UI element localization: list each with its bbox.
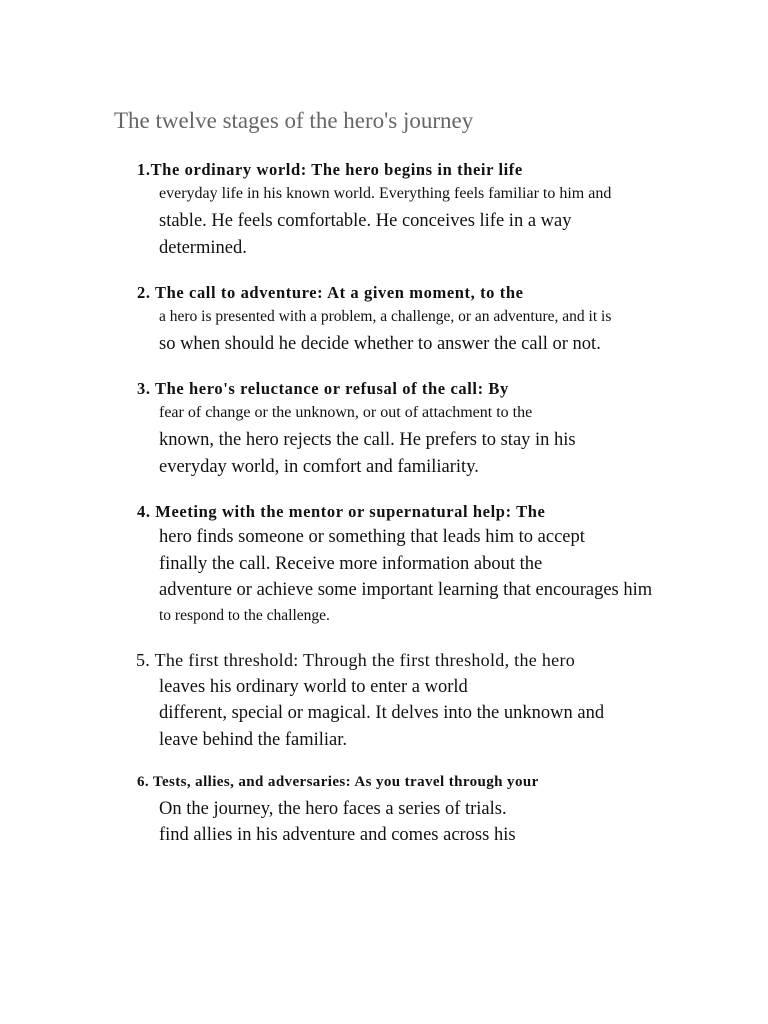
section-1-heading: 1.The ordinary world: The hero begins in their life [137,160,523,179]
section-4-line-4: to respond to the challenge. [159,607,330,624]
section-6-line-1: On the journey, the hero faces a series of trials. [159,799,507,819]
section-3-heading: 3. The hero's reluctance or refusal of the call: By [137,379,509,398]
section-5-line-3: leave behind the familiar. [159,730,348,750]
section-4-line-3: adventure or achieve some important learning that encourages him [159,580,653,600]
section-1-line-2: stable. He feels comfortable. He conceives life in a way [159,211,572,231]
section-5-heading: 5. The first threshold: Through the first threshold, the hero [136,650,576,670]
section-4-line-1: hero finds someone or something that leads him to accept [159,527,585,547]
section-4-heading: 4. Meeting with the mentor or supernatural help: The [137,502,546,521]
section-5-line-2: different, special or magical. It delves into the unknown and [159,703,605,723]
section-1-line-1: everyday life in his known world. Everything feels familiar to him and [159,185,612,202]
section-2-line-1: a hero is presented with a problem, a challenge, or an adventure, and it is [159,308,612,325]
section-3-line-1: fear of change or the unknown, or out of attachment to the [159,404,533,421]
section-6-line-2: find allies in his adventure and comes across his [159,825,516,845]
section-3-line-2: known, the hero rejects the call. He prefers to stay in his [159,430,576,450]
section-4-line-2: finally the call. Receive more information about the [159,554,543,574]
section-1-line-3: determined. [159,238,247,258]
section-6-heading: 6. Tests, allies, and adversaries: As you travel through your [137,774,539,790]
section-2-heading: 2. The call to adventure: At a given moment, to the [137,283,524,302]
section-2-line-2: so when should he decide whether to answer the call or not. [159,334,601,354]
document-title: The twelve stages of the hero's journey [114,108,474,133]
section-5-line-1: leaves his ordinary world to enter a world [159,677,468,697]
section-3-line-3: everyday world, in comfort and familiarity. [159,457,479,477]
